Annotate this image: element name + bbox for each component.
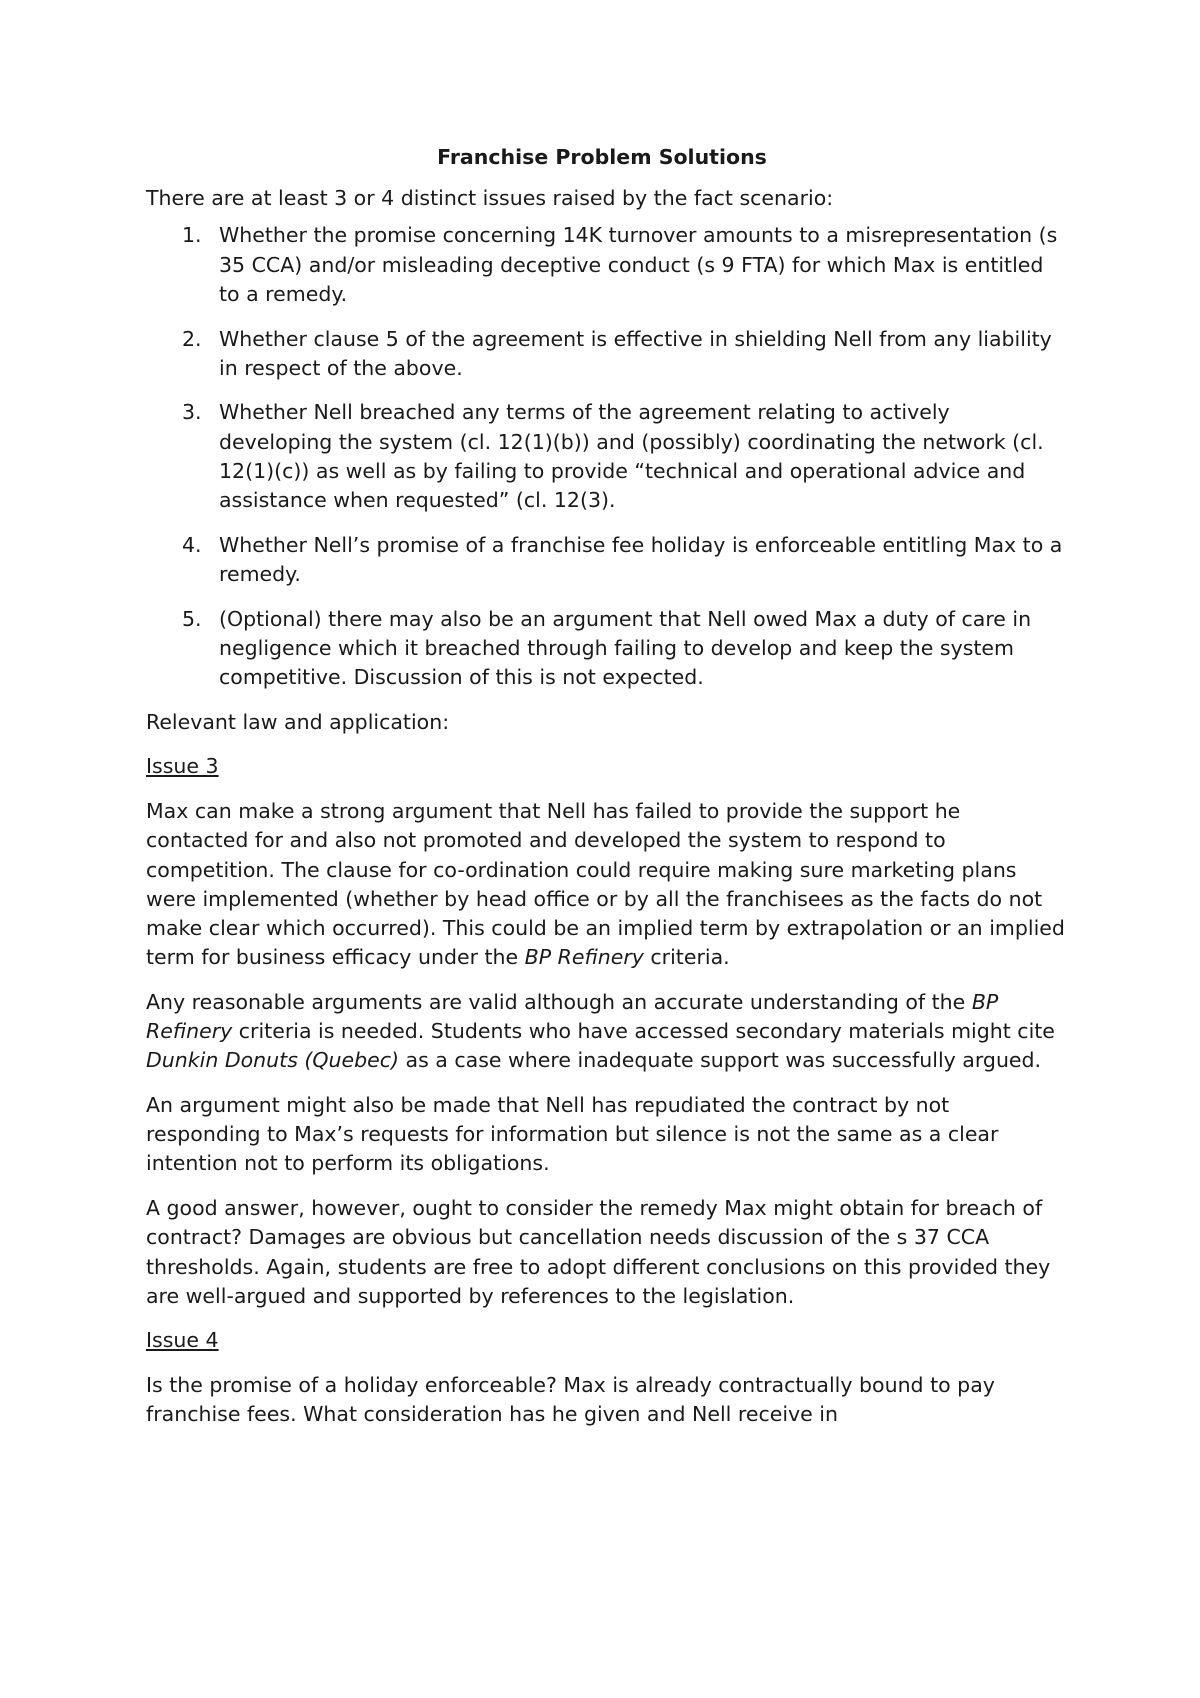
text-run: Max can make a strong argument that Nell has failed to provide the support he contacted for and also not promoted and developed the system to respond to competition. The clause for co-ordination could require making sure marketing plans were implemented (whether by head office or by all the franchisees as the facts do not make clear which occurred). This could be an implied term by extrapolation or an implied term for business efficacy under the — [146, 799, 1065, 970]
list-item — [146, 605, 1066, 693]
case-name-italic: BP Refinery — [146, 989, 999, 1044]
text-run: criteria. — [643, 945, 730, 970]
list-item-text: (Optional) there may also be an argument that Nell owed Max a duty of care in negligence which it breached through failing to develop and keep the system competitive. Discussion of this is not expected. — [219, 606, 1032, 690]
list-item-number: 2. — [182, 326, 202, 351]
text-run: as a case where inadequate support was successfully argued. — [399, 1048, 1042, 1073]
document-page — [146, 143, 1066, 1445]
document-title: Franchise Problem Solutions — [437, 145, 767, 169]
case-name-italic: BP Refinery — [524, 945, 644, 970]
issues-list — [146, 221, 1066, 692]
list-item — [146, 531, 1066, 589]
intro-paragraph: There are at least 3 or 4 distinct issues raised by the fact scenario: — [146, 186, 834, 211]
text-run: criteria is needed. Students who have accessed secondary materials might cite — [232, 1019, 1055, 1044]
issue-3-paragraph-4: A good answer, however, ought to consider the remedy Max might obtain for breach of contract? Damages are obvious but cancellation needs discussion of the s 37 CCA thresholds. Again, students are free to adopt different conclusions on this provided they are well-argued and supported by references to the legislation. — [146, 1196, 1051, 1308]
case-name-italic: Dunkin Donuts (Quebec) — [146, 1048, 400, 1073]
issue-3-paragraph-1 — [146, 797, 1066, 972]
list-item — [146, 221, 1066, 309]
list-item-text: Whether Nell’s promise of a franchise fee holiday is enforceable entitling Max to a remedy. — [219, 532, 1063, 586]
issue-3-paragraph-2 — [146, 988, 1066, 1076]
list-item-number: 1. — [182, 223, 202, 248]
list-item-text: Whether clause 5 of the agreement is effective in shielding Nell from any liability in respect of the above. — [219, 326, 1052, 380]
list-item-text: Whether Nell breached any terms of the agreement relating to actively developing the system (cl. 12(1)(b)) and (possibly) coordinating the network (cl. 12(1)(c)) as well as by failing to provide “technical and operational advice and assistance when requested” (cl. 12(3). — [219, 400, 1044, 513]
issue-3-paragraph-3: An argument might also be made that Nell has repudiated the contract by not responding to Max’s requests for information but silence is not the same as a clear intention not to perform its obligations. — [146, 1092, 999, 1176]
list-item-number: 5. — [182, 606, 202, 631]
list-item-number: 4. — [182, 532, 202, 557]
relevant-law-heading: Relevant law and application: — [146, 709, 450, 734]
list-item-text: Whether the promise concerning 14K turnover amounts to a misrepresentation (s 35 CCA) and/or misleading deceptive conduct (s 9 FTA) for which Max is entitled to a remedy. — [219, 223, 1058, 306]
list-item — [146, 325, 1066, 383]
issue-3-heading: Issue 3 — [146, 754, 219, 779]
list-item-number: 3. — [182, 400, 202, 425]
issue-4-paragraph-1: Is the promise of a holiday enforceable? Max is already contractually bound to pay franchise fees. What consideration has he given and Nell receive in — [146, 1373, 995, 1427]
list-item — [146, 398, 1066, 515]
text-run: Any reasonable arguments are valid although an accurate understanding of the — [146, 989, 972, 1014]
issue-4-heading: Issue 4 — [146, 1328, 219, 1353]
